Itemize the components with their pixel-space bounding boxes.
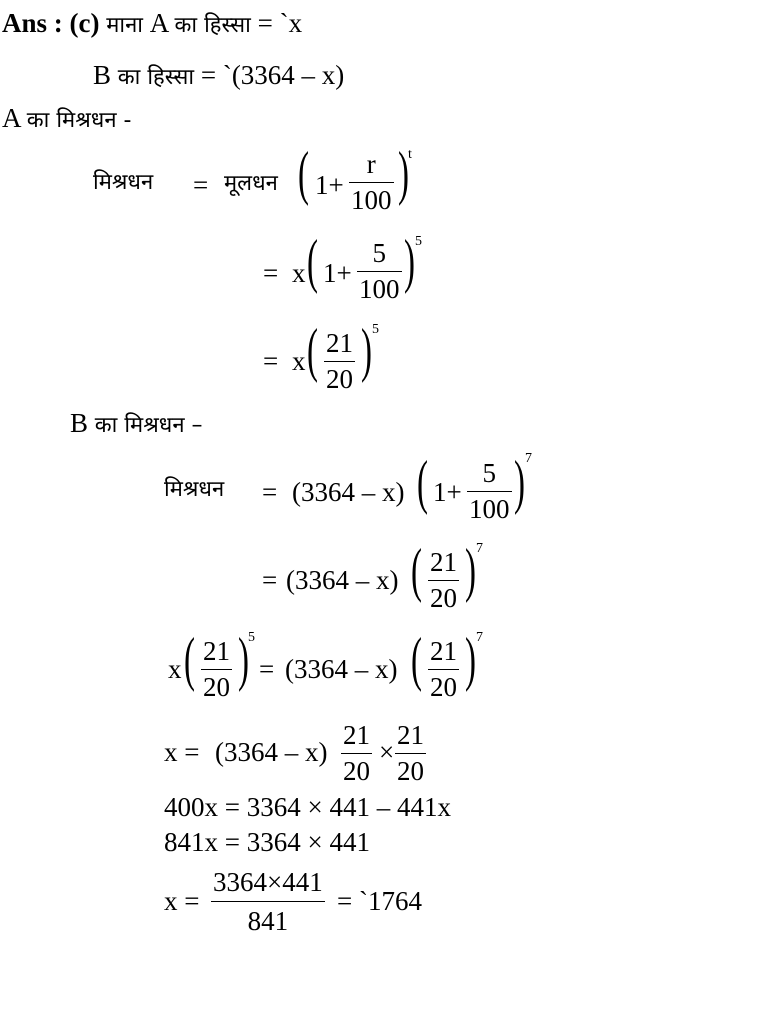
times-sign: × [379,737,395,767]
denominator: 841 [247,906,289,936]
equals-sign: = [263,258,279,288]
left-paren: ( [307,317,318,383]
denominator: 20 [430,583,457,613]
fraction [428,549,459,612]
equals-sign: = [263,346,279,376]
equals-sign: = [259,654,275,684]
fraction [341,722,372,785]
fraction [201,638,232,701]
var-a: A [149,8,168,38]
share-b-expr: (3364 – x) [215,737,328,767]
equation-collected: 841x = 3364 × 441 [164,827,370,857]
var-x: x [292,346,306,376]
numerator: 5 [482,458,496,488]
hindi-text: का मिश्रधन – [94,413,203,438]
heading-a-amount [2,105,131,132]
right-paren: ) [404,228,415,294]
share-b-line [93,62,344,89]
numerator: 21 [203,636,230,666]
x-equals: x = [164,886,200,916]
denominator: 100 [359,274,400,304]
fraction [357,240,402,303]
share-a-value: `x [279,8,303,38]
denominator: 100 [351,185,392,215]
hindi-text: का हिस्सा [117,65,195,90]
share-b-value: `(3364 – x) [222,60,345,90]
exponent: 7 [476,630,483,645]
fraction [428,638,459,701]
left-paren: ( [307,228,318,294]
left-paren: ( [298,140,309,206]
exponent: 7 [476,541,483,556]
one-plus: 1+ [323,258,352,288]
answer-prefix: Ans : (c) [2,8,100,38]
equals-sign: = [200,60,217,90]
one-plus: 1+ [315,170,344,200]
numerator: 21 [343,720,370,750]
share-b-expr: (3364 – x) [292,477,405,507]
var-x: x [292,258,306,288]
exponent: t [408,147,412,162]
equals-sign: = [262,477,278,507]
left-paren: ( [411,537,422,603]
denominator: 20 [326,364,353,394]
fraction [349,151,394,214]
var-b: B [70,408,89,438]
numerator: 21 [430,636,457,666]
left-paren: ( [411,626,422,692]
numerator: 21 [397,720,424,750]
equals-sign: = [257,8,273,38]
fraction [395,722,426,785]
principal-label: मूलधन [224,171,278,196]
right-paren: ) [465,537,476,603]
numerator: r [366,149,376,179]
heading-b-amount [70,410,203,437]
numerator: 21 [326,328,353,358]
right-paren: ) [361,317,372,383]
denominator: 20 [203,672,230,702]
numerator: 3364×441 [213,867,323,897]
x-equals: x = [164,737,200,767]
share-b-expr: (3364 – x) [286,565,399,595]
numerator: 21 [430,547,457,577]
denominator: 20 [430,672,457,702]
amount-label: मिश्रधन [93,170,154,195]
denominator: 100 [469,494,510,524]
amount-label: मिश्रधन [164,477,225,502]
var-b: B [93,60,112,90]
var-x: x [168,654,182,684]
final-value: = `1764 [337,886,422,916]
hindi-text: माना [106,13,143,38]
denominator: 20 [343,756,370,786]
exponent: 7 [525,451,532,466]
right-paren: ) [238,626,249,692]
right-paren: ) [514,449,525,515]
share-b-expr: (3364 – x) [285,654,398,684]
right-paren: ) [398,140,409,206]
numerator: 5 [372,238,386,268]
equation-expanded: 400x = 3364 × 441 – 441x [164,792,451,822]
exponent: 5 [248,630,255,645]
answer-line [2,10,302,37]
fraction [467,460,512,523]
equals-sign: = [262,565,278,595]
exponent: 5 [372,322,379,337]
right-paren: ) [465,626,476,692]
one-plus: 1+ [433,477,462,507]
hindi-text: का हिस्सा [174,13,251,38]
var-a: A [2,103,21,133]
exponent: 5 [415,234,422,249]
left-paren: ( [184,626,195,692]
left-paren: ( [417,449,428,515]
fraction [324,330,355,393]
equals-sign: = [193,170,209,200]
hindi-text: का मिश्रधन - [26,108,132,133]
denominator: 20 [397,756,424,786]
fraction [211,869,325,935]
